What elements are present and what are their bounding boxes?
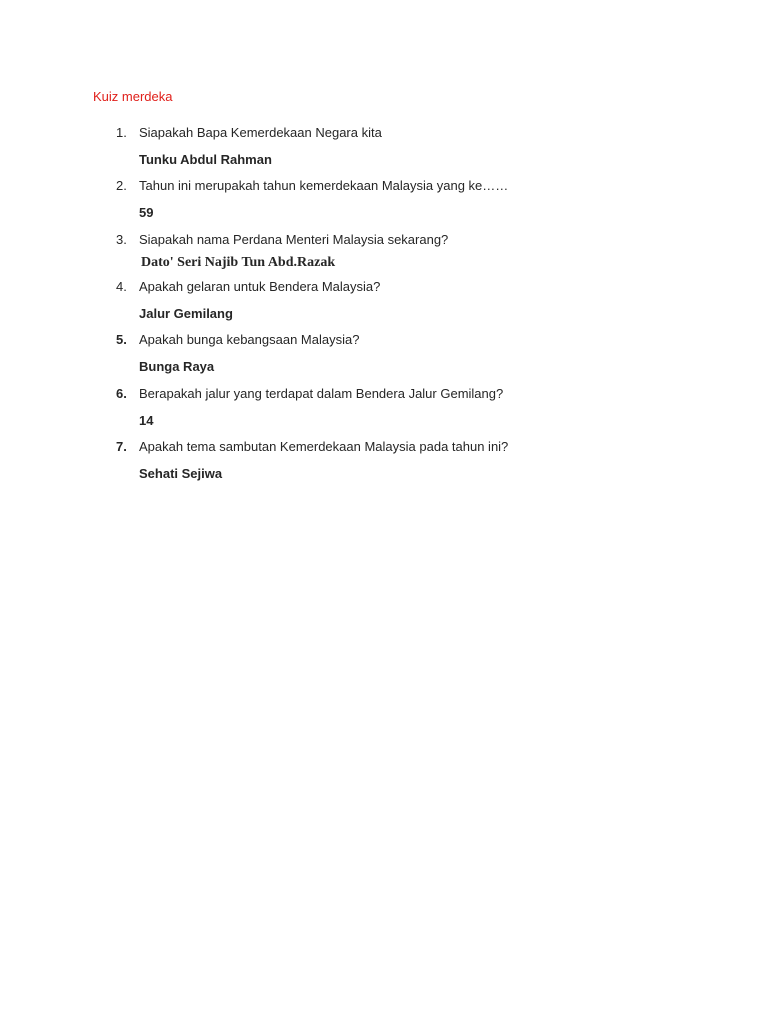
question-text: Apakah tema sambutan Kemerdekaan Malaysia pada tahun ini? bbox=[139, 439, 509, 454]
question-number: 5. bbox=[116, 332, 127, 347]
question-text: Apakah gelaran untuk Bendera Malaysia? bbox=[139, 279, 381, 294]
question-number: 2. bbox=[116, 178, 127, 193]
answer-text: 14 bbox=[139, 413, 154, 428]
question-number: 3. bbox=[116, 232, 127, 247]
question-text: Siapakah nama Perdana Menteri Malaysia sekarang? bbox=[139, 232, 449, 247]
answer-text: Jalur Gemilang bbox=[139, 306, 233, 321]
question-text: Berapakah jalur yang terdapat dalam Bendera Jalur Gemilang? bbox=[139, 386, 504, 401]
answer-text: Dato' Seri Najib Tun Abd.Razak bbox=[141, 255, 336, 270]
question-number: 6. bbox=[116, 386, 127, 401]
answer-text: Sehati Sejiwa bbox=[139, 466, 223, 481]
answer-text: Tunku Abdul Rahman bbox=[139, 152, 272, 167]
question-number: 7. bbox=[116, 439, 127, 454]
question-text: Apakah bunga kebangsaan Malaysia? bbox=[139, 332, 360, 347]
question-text: Tahun ini merupakah tahun kemerdekaan Malaysia yang ke…… bbox=[139, 178, 509, 193]
question-number: 4. bbox=[116, 279, 127, 294]
quiz-title: Kuiz merdeka bbox=[93, 89, 173, 104]
answer-text: 59 bbox=[139, 205, 154, 220]
question-text: Siapakah Bapa Kemerdekaan Negara kita bbox=[139, 125, 382, 140]
question-number: 1. bbox=[116, 125, 127, 140]
answer-text: Bunga Raya bbox=[139, 359, 215, 374]
